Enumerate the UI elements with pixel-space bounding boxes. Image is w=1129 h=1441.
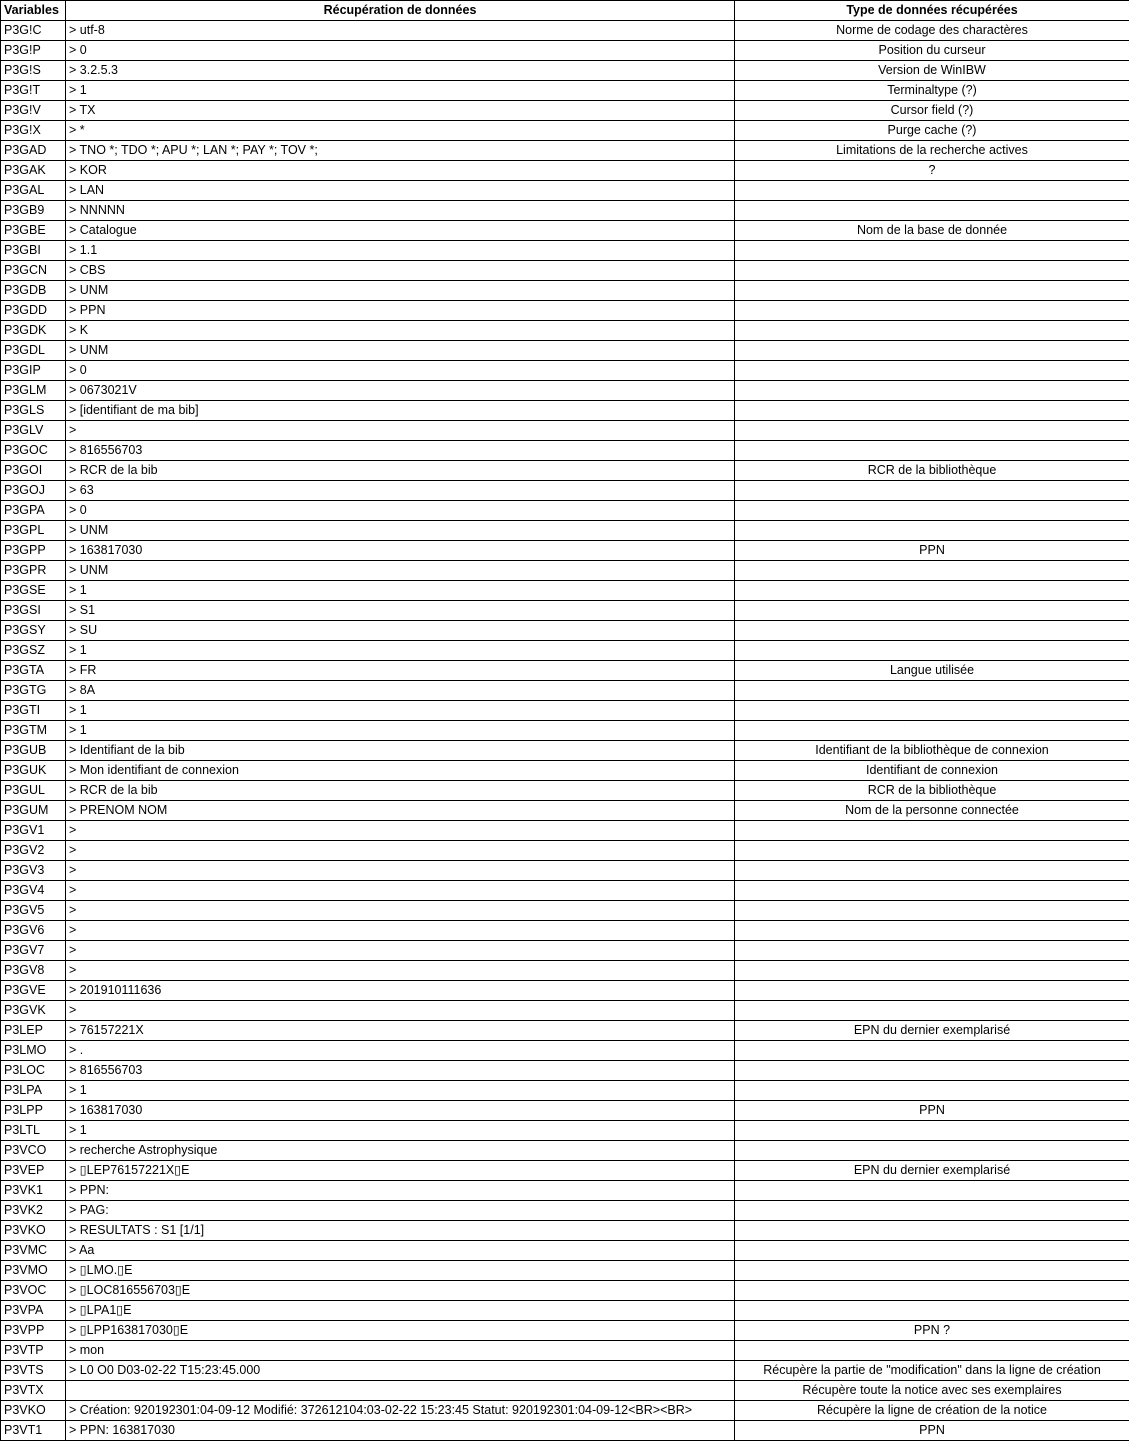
type-cell	[735, 1181, 1129, 1201]
value-cell: > L0 O0 D03-02-22 T15:23:45.000	[66, 1361, 735, 1381]
table-row	[1, 201, 1129, 221]
type-cell: Purge cache (?)	[735, 121, 1129, 141]
value-cell: > PPN: 163817030	[66, 1421, 735, 1441]
variable-cell: P3GIP	[1, 361, 66, 381]
table-row	[1, 821, 1129, 841]
variable-cell: P3GUL	[1, 781, 66, 801]
variable-cell: P3LTL	[1, 1121, 66, 1141]
value-cell: > Identifiant de la bib	[66, 741, 735, 761]
type-cell	[735, 1081, 1129, 1101]
type-cell: Récupère la partie de "modification" dans la ligne de création	[735, 1361, 1129, 1381]
value-cell	[66, 1381, 735, 1401]
value-cell: >	[66, 901, 735, 921]
variable-cell: P3G!T	[1, 81, 66, 101]
table-row	[1, 921, 1129, 941]
type-cell	[735, 201, 1129, 221]
table-row	[1, 1001, 1129, 1021]
type-cell: Cursor field (?)	[735, 101, 1129, 121]
type-cell: Norme de codage des charactères	[735, 21, 1129, 41]
value-cell: > TX	[66, 101, 735, 121]
table-row	[1, 441, 1129, 461]
value-cell: > 163817030	[66, 1101, 735, 1121]
variable-cell: P3VOC	[1, 1281, 66, 1301]
type-cell: Récupère la ligne de création de la notice	[735, 1401, 1129, 1421]
type-cell	[735, 521, 1129, 541]
table-row	[1, 661, 1129, 681]
table-row	[1, 161, 1129, 181]
table-row	[1, 841, 1129, 861]
variable-cell: P3VK2	[1, 1201, 66, 1221]
type-cell	[735, 561, 1129, 581]
variable-cell: P3VMC	[1, 1241, 66, 1261]
variable-cell: P3GAK	[1, 161, 66, 181]
type-cell	[735, 641, 1129, 661]
variable-cell: P3GTI	[1, 701, 66, 721]
table-row	[1, 721, 1129, 741]
variable-cell: P3GDK	[1, 321, 66, 341]
value-cell: > Aa	[66, 1241, 735, 1261]
type-cell	[735, 1001, 1129, 1021]
type-cell: PPN	[735, 1101, 1129, 1121]
type-cell	[735, 361, 1129, 381]
value-cell: > UNM	[66, 561, 735, 581]
type-cell	[735, 501, 1129, 521]
table-row	[1, 1301, 1129, 1321]
variable-cell: P3VT1	[1, 1421, 66, 1441]
variable-cell: P3GOI	[1, 461, 66, 481]
table-row	[1, 1361, 1129, 1381]
type-cell	[735, 1341, 1129, 1361]
table-row	[1, 1421, 1129, 1441]
type-cell	[735, 841, 1129, 861]
table-row	[1, 941, 1129, 961]
table-row	[1, 881, 1129, 901]
table-row	[1, 1381, 1129, 1401]
type-cell	[735, 701, 1129, 721]
variable-cell: P3GPL	[1, 521, 66, 541]
variable-cell: P3VTX	[1, 1381, 66, 1401]
value-cell: > 163817030	[66, 541, 735, 561]
value-cell: > RESULTATS : S1 [1/1]	[66, 1221, 735, 1241]
value-cell: > mon	[66, 1341, 735, 1361]
type-cell	[735, 1201, 1129, 1221]
variable-cell: P3VCO	[1, 1141, 66, 1161]
value-cell: > NNNNN	[66, 201, 735, 221]
value-cell: > .	[66, 1041, 735, 1061]
type-cell: RCR de la bibliothèque	[735, 781, 1129, 801]
table-row	[1, 321, 1129, 341]
table-row	[1, 1141, 1129, 1161]
table-row	[1, 781, 1129, 801]
variable-cell: P3VPA	[1, 1301, 66, 1321]
variable-cell: P3GB9	[1, 201, 66, 221]
value-cell: > [identifiant de ma bib]	[66, 401, 735, 421]
table-row	[1, 121, 1129, 141]
variable-cell: P3GV8	[1, 961, 66, 981]
table-row	[1, 741, 1129, 761]
value-cell: > 1	[66, 641, 735, 661]
header-type: Type de données récupérées	[735, 1, 1129, 21]
table-row	[1, 1061, 1129, 1081]
value-cell: > 816556703	[66, 1061, 735, 1081]
table-row	[1, 501, 1129, 521]
table-row	[1, 1281, 1129, 1301]
variable-cell: P3GVK	[1, 1001, 66, 1021]
variable-cell: P3GDD	[1, 301, 66, 321]
variable-cell: P3GV4	[1, 881, 66, 901]
value-cell: > 0673021V	[66, 381, 735, 401]
type-cell	[735, 901, 1129, 921]
table-row	[1, 701, 1129, 721]
variable-cell: P3GAD	[1, 141, 66, 161]
table-row	[1, 481, 1129, 501]
table-row	[1, 341, 1129, 361]
variable-cell: P3GLV	[1, 421, 66, 441]
variable-cell: P3GV1	[1, 821, 66, 841]
value-cell: > PPN:	[66, 1181, 735, 1201]
table-row	[1, 421, 1129, 441]
variable-cell: P3GCN	[1, 261, 66, 281]
value-cell: > PPN	[66, 301, 735, 321]
type-cell	[735, 301, 1129, 321]
type-cell: Récupère toute la notice avec ses exemplaires	[735, 1381, 1129, 1401]
value-cell: > ▯LMO.▯E	[66, 1261, 735, 1281]
type-cell	[735, 441, 1129, 461]
table-row	[1, 461, 1129, 481]
variable-cell: P3VKO	[1, 1401, 66, 1421]
table-row	[1, 81, 1129, 101]
variable-cell: P3GLS	[1, 401, 66, 421]
type-cell	[735, 601, 1129, 621]
variable-cell: P3VK1	[1, 1181, 66, 1201]
table-row	[1, 1401, 1129, 1421]
type-cell	[735, 341, 1129, 361]
table-row	[1, 101, 1129, 121]
value-cell: > RCR de la bib	[66, 461, 735, 481]
type-cell: Terminaltype (?)	[735, 81, 1129, 101]
value-cell: > 63	[66, 481, 735, 501]
type-cell: Version de WinIBW	[735, 61, 1129, 81]
value-cell: > utf-8	[66, 21, 735, 41]
variable-cell: P3G!V	[1, 101, 66, 121]
table-row	[1, 1321, 1129, 1341]
table-row	[1, 1181, 1129, 1201]
table-body	[1, 21, 1129, 1441]
value-cell: >	[66, 1001, 735, 1021]
value-cell: > Création: 920192301:04-09-12 Modifié: 372612104:03-02-22 15:23:45 Statut: 920192301:04-09-12<BR><BR>	[66, 1401, 735, 1421]
type-cell	[735, 321, 1129, 341]
table-row	[1, 301, 1129, 321]
value-cell: > 3.2.5.3	[66, 61, 735, 81]
table-row	[1, 241, 1129, 261]
value-cell: > RCR de la bib	[66, 781, 735, 801]
type-cell	[735, 861, 1129, 881]
type-cell: Nom de la personne connectée	[735, 801, 1129, 821]
table-row	[1, 1101, 1129, 1121]
variable-cell: P3GDB	[1, 281, 66, 301]
type-cell	[735, 621, 1129, 641]
variable-cell: P3G!S	[1, 61, 66, 81]
variable-cell: P3GV7	[1, 941, 66, 961]
variable-cell: P3GSY	[1, 621, 66, 641]
value-cell: > ▯LEP76157221X▯E	[66, 1161, 735, 1181]
table-row	[1, 801, 1129, 821]
variable-cell: P3GSZ	[1, 641, 66, 661]
variable-cell: P3VTP	[1, 1341, 66, 1361]
variable-cell: P3LMO	[1, 1041, 66, 1061]
type-cell	[735, 1121, 1129, 1141]
type-cell: EPN du dernier exemplarisé	[735, 1021, 1129, 1041]
value-cell: >	[66, 941, 735, 961]
type-cell	[735, 241, 1129, 261]
type-cell	[735, 881, 1129, 901]
variable-cell: P3GPA	[1, 501, 66, 521]
variable-cell: P3GUB	[1, 741, 66, 761]
type-cell	[735, 821, 1129, 841]
variable-cell: P3VMO	[1, 1261, 66, 1281]
value-cell: > 1	[66, 701, 735, 721]
variable-cell: P3GOC	[1, 441, 66, 461]
header-recuperation: Récupération de données	[66, 1, 735, 21]
table-row	[1, 1241, 1129, 1261]
table-row	[1, 41, 1129, 61]
value-cell: > CBS	[66, 261, 735, 281]
value-cell: > recherche Astrophysique	[66, 1141, 735, 1161]
table-row	[1, 601, 1129, 621]
variable-cell: P3LPP	[1, 1101, 66, 1121]
table-row	[1, 541, 1129, 561]
table-row	[1, 1081, 1129, 1101]
variable-cell: P3G!P	[1, 41, 66, 61]
table-row	[1, 561, 1129, 581]
type-cell	[735, 1301, 1129, 1321]
table-row	[1, 1221, 1129, 1241]
header-variables: Variables	[1, 1, 66, 21]
type-cell: PPN ?	[735, 1321, 1129, 1341]
type-cell: Langue utilisée	[735, 661, 1129, 681]
value-cell: > 0	[66, 41, 735, 61]
type-cell	[735, 961, 1129, 981]
type-cell: Position du curseur	[735, 41, 1129, 61]
variable-cell: P3GAL	[1, 181, 66, 201]
value-cell: > PAG:	[66, 1201, 735, 1221]
variable-cell: P3GOJ	[1, 481, 66, 501]
value-cell: > K	[66, 321, 735, 341]
table-row	[1, 181, 1129, 201]
value-cell: >	[66, 961, 735, 981]
table-row	[1, 521, 1129, 541]
variable-cell: P3GPR	[1, 561, 66, 581]
variable-cell: P3LPA	[1, 1081, 66, 1101]
value-cell: >	[66, 881, 735, 901]
type-cell	[735, 1261, 1129, 1281]
type-cell	[735, 1281, 1129, 1301]
type-cell: PPN	[735, 1421, 1129, 1441]
type-cell	[735, 481, 1129, 501]
table-row	[1, 1341, 1129, 1361]
value-cell: > S1	[66, 601, 735, 621]
type-cell	[735, 1061, 1129, 1081]
value-cell: > 1	[66, 1121, 735, 1141]
value-cell: >	[66, 821, 735, 841]
value-cell: >	[66, 861, 735, 881]
type-cell	[735, 1241, 1129, 1261]
variable-cell: P3GSE	[1, 581, 66, 601]
variable-cell: P3VPP	[1, 1321, 66, 1341]
type-cell	[735, 181, 1129, 201]
type-cell: EPN du dernier exemplarisé	[735, 1161, 1129, 1181]
type-cell: Identifiant de la bibliothèque de connexion	[735, 741, 1129, 761]
table-row	[1, 61, 1129, 81]
table-row	[1, 381, 1129, 401]
table-row	[1, 401, 1129, 421]
table-row	[1, 901, 1129, 921]
table-row	[1, 961, 1129, 981]
table-row	[1, 681, 1129, 701]
variable-cell: P3GUM	[1, 801, 66, 821]
table-row	[1, 581, 1129, 601]
table-row	[1, 1201, 1129, 1221]
type-cell: ?	[735, 161, 1129, 181]
variable-cell: P3GVE	[1, 981, 66, 1001]
variable-cell: P3GTG	[1, 681, 66, 701]
table-row	[1, 281, 1129, 301]
table-row	[1, 981, 1129, 1001]
value-cell: > 1	[66, 1081, 735, 1101]
variable-cell: P3LEP	[1, 1021, 66, 1041]
value-cell: > ▯LOC816556703▯E	[66, 1281, 735, 1301]
table-row	[1, 1261, 1129, 1281]
value-cell: > 0	[66, 501, 735, 521]
value-cell: > 0	[66, 361, 735, 381]
table-row	[1, 861, 1129, 881]
type-cell: Nom de la base de donnée	[735, 221, 1129, 241]
table-row	[1, 141, 1129, 161]
header-row	[1, 1, 1129, 21]
type-cell	[735, 1041, 1129, 1061]
table-row	[1, 641, 1129, 661]
value-cell: > 1	[66, 81, 735, 101]
variable-cell: P3VTS	[1, 1361, 66, 1381]
variable-cell: P3GBI	[1, 241, 66, 261]
variable-cell: P3GPP	[1, 541, 66, 561]
variable-cell: P3GLM	[1, 381, 66, 401]
type-cell	[735, 381, 1129, 401]
table-row	[1, 21, 1129, 41]
table-row	[1, 761, 1129, 781]
type-cell: Identifiant de connexion	[735, 761, 1129, 781]
value-cell: > UNM	[66, 281, 735, 301]
value-cell: > ▯LPA1▯E	[66, 1301, 735, 1321]
type-cell	[735, 1221, 1129, 1241]
type-cell	[735, 261, 1129, 281]
table-row	[1, 621, 1129, 641]
variable-cell: P3GV2	[1, 841, 66, 861]
variable-cell: P3GSI	[1, 601, 66, 621]
type-cell	[735, 421, 1129, 441]
value-cell: > PRENOM NOM	[66, 801, 735, 821]
table-row	[1, 1161, 1129, 1181]
type-cell	[735, 941, 1129, 961]
table-row	[1, 1121, 1129, 1141]
variable-cell: P3GTA	[1, 661, 66, 681]
variable-cell: P3GV5	[1, 901, 66, 921]
variable-cell: P3VKO	[1, 1221, 66, 1241]
value-cell: > 816556703	[66, 441, 735, 461]
table-row	[1, 1041, 1129, 1061]
value-cell: > UNM	[66, 341, 735, 361]
value-cell: > 76157221X	[66, 1021, 735, 1041]
type-cell	[735, 1141, 1129, 1161]
value-cell: > KOR	[66, 161, 735, 181]
variable-cell: P3GUK	[1, 761, 66, 781]
type-cell	[735, 921, 1129, 941]
type-cell: PPN	[735, 541, 1129, 561]
value-cell: > 1	[66, 721, 735, 741]
value-cell: > *	[66, 121, 735, 141]
value-cell: >	[66, 921, 735, 941]
type-cell: Limitations de la recherche actives	[735, 141, 1129, 161]
type-cell	[735, 581, 1129, 601]
variable-cell: P3GDL	[1, 341, 66, 361]
value-cell: > 8A	[66, 681, 735, 701]
type-cell	[735, 401, 1129, 421]
variable-cell: P3G!X	[1, 121, 66, 141]
variable-cell: P3GTM	[1, 721, 66, 741]
table-row	[1, 221, 1129, 241]
value-cell: > ▯LPP163817030▯E	[66, 1321, 735, 1341]
type-cell	[735, 281, 1129, 301]
value-cell: >	[66, 421, 735, 441]
table-row	[1, 361, 1129, 381]
type-cell: RCR de la bibliothèque	[735, 461, 1129, 481]
variable-cell: P3G!C	[1, 21, 66, 41]
type-cell	[735, 721, 1129, 741]
table-row	[1, 261, 1129, 281]
value-cell: > LAN	[66, 181, 735, 201]
type-cell	[735, 981, 1129, 1001]
variable-cell: P3GV6	[1, 921, 66, 941]
variable-cell: P3VEP	[1, 1161, 66, 1181]
value-cell: > FR	[66, 661, 735, 681]
value-cell: > 201910111636	[66, 981, 735, 1001]
variable-cell: P3GBE	[1, 221, 66, 241]
value-cell: >	[66, 841, 735, 861]
value-cell: > SU	[66, 621, 735, 641]
table-row	[1, 1021, 1129, 1041]
variable-cell: P3GV3	[1, 861, 66, 881]
value-cell: > Catalogue	[66, 221, 735, 241]
value-cell: > TNO *; TDO *; APU *; LAN *; PAY *; TOV *;	[66, 141, 735, 161]
value-cell: > UNM	[66, 521, 735, 541]
value-cell: > 1.1	[66, 241, 735, 261]
value-cell: > Mon identifiant de connexion	[66, 761, 735, 781]
variable-cell: P3LOC	[1, 1061, 66, 1081]
type-cell	[735, 681, 1129, 701]
value-cell: > 1	[66, 581, 735, 601]
